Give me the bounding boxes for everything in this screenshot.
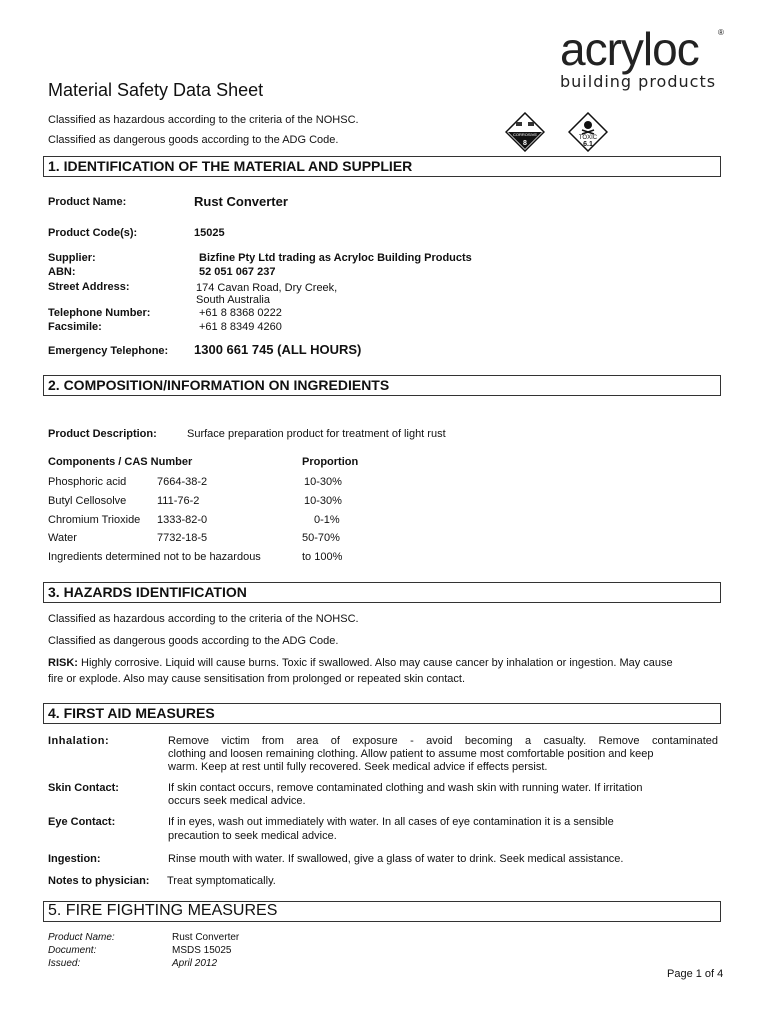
eye-contact-label: Eye Contact: (48, 816, 116, 828)
abn-label: ABN: (48, 266, 76, 278)
footer-issued-label: Issued: (48, 958, 81, 969)
eye-contact-text-line2: precaution to seek medical advice. (168, 830, 337, 842)
skin-contact-text-line1: If skin contact occurs, remove contaminated clothing and wash skin with running water. If irritation (168, 782, 643, 794)
inhalation-text-line1: Remove victim from area of exposure - avoid becoming a casualty. Remove contaminated (168, 735, 718, 747)
risk-label: RISK: (48, 657, 78, 669)
facsimile-value: +61 8 8349 4260 (199, 321, 282, 333)
emergency-telephone-value: 1300 661 745 (ALL HOURS) (194, 342, 362, 357)
logo-wordmark: acryloc (560, 23, 699, 75)
footer-document-value: MSDS 15025 (172, 945, 232, 956)
footer-issued-value: April 2012 (172, 958, 218, 969)
ingredient-name: Chromium Trioxide (48, 514, 141, 526)
risk-statement (48, 657, 718, 670)
logo-tagline: building products (560, 72, 717, 91)
footer-product-name-value: Rust Converter (172, 932, 240, 943)
ingredient-name: Water (48, 532, 77, 544)
ingredient-proportion: 10-30% (304, 495, 342, 507)
svg-text:6.1: 6.1 (583, 141, 593, 148)
notes-to-physician-label: Notes to physician: (48, 875, 150, 887)
ingredient-name: Phosphoric acid (48, 476, 127, 488)
section-3-heading: 3. HAZARDS IDENTIFICATION (43, 582, 721, 603)
page-title: Material Safety Data Sheet (48, 80, 264, 100)
street-address-line1: 174 Cavan Road, Dry Creek, (196, 282, 338, 294)
abn-value: 52 051 067 237 (199, 266, 276, 278)
ingredient-cas: 1333-82-0 (157, 514, 208, 526)
supplier-label: Supplier: (48, 252, 96, 264)
facsimile-label: Facsimile: (48, 321, 102, 333)
telephone-value: +61 8 8368 0222 (199, 307, 282, 319)
section-2-heading: 2. COMPOSITION/INFORMATION ON INGREDIENTS (43, 375, 721, 396)
telephone-label: Telephone Number: (48, 307, 151, 319)
svg-text:CORROSIVE: CORROSIVE (512, 132, 538, 137)
product-name-label: Product Name: (48, 196, 127, 208)
dangerous-goods-line: Classified as dangerous goods according to the ADG Code. (48, 134, 339, 146)
footer-document-label: Document: (48, 945, 97, 956)
ingredient-proportion: 0-1% (314, 514, 340, 526)
notes-to-physician-text: Treat symptomatically. (167, 875, 276, 887)
ingredient-cas: 111-76-2 (157, 495, 200, 507)
ingestion-label: Ingestion: (48, 853, 101, 865)
emergency-telephone-label: Emergency Telephone: (48, 345, 169, 357)
footer-product-name-label: Product Name: (48, 932, 115, 943)
svg-text:TOXIC: TOXIC (578, 135, 598, 141)
ingredient-proportion: 10-30% (304, 476, 342, 488)
page-number: Page 1 of 4 (667, 968, 724, 980)
inhalation-text-line2: clothing and loosen remaining clothing. Allow patient to assume most comfortable position and keep (168, 748, 654, 760)
logo-registered-mark: ® (718, 28, 724, 37)
hazard-classification-line: Classified as hazardous according to the criteria of the NOHSC. (48, 114, 359, 126)
ingredient-cas: 7732-18-5 (157, 532, 208, 544)
skin-contact-text-line2: occurs seek medical advice. (168, 795, 306, 807)
inhalation-text-line3: warm. Keep at rest until fully recovered. Seek medical advice if effects persist. (168, 761, 548, 773)
product-description-label: Product Description: (48, 428, 157, 440)
product-code-label: Product Code(s): (48, 227, 138, 239)
street-address-label: Street Address: (48, 281, 130, 293)
components-header: Components / CAS Number (48, 456, 193, 468)
svg-text:8: 8 (523, 140, 527, 147)
ingredient-name: Ingredients determined not to be hazardous (48, 551, 261, 563)
proportion-header: Proportion (302, 456, 359, 468)
corrosive-placard-icon (505, 112, 545, 152)
ingredient-name: Butyl Cellosolve (48, 495, 127, 507)
street-address-line2: South Australia (196, 294, 270, 306)
supplier-value: Bizfine Pty Ltd trading as Acryloc Building Products (199, 252, 472, 264)
section-5-heading: 5. FIRE FIGHTING MEASURES (43, 901, 721, 922)
risk-text-line2: fire or explode. Also may cause sensitisation from prolonged or repeated skin contact. (48, 673, 466, 685)
ingredient-proportion: 50-70% (302, 532, 340, 544)
risk-text-line1: Highly corrosive. Liquid will cause burns. Toxic if swallowed. Also may cause cancer by inhalation or ingestion. May cause (81, 657, 673, 669)
hazard-line-1: Classified as hazardous according to the criteria of the NOHSC. (48, 613, 359, 625)
ingestion-text: Rinse mouth with water. If swallowed, give a glass of water to drink. Seek medical assistance. (168, 853, 624, 865)
section-4-heading: 4. FIRST AID MEASURES (43, 703, 721, 724)
acryloc-logo (560, 23, 725, 96)
product-code-value: 15025 (194, 227, 225, 239)
product-name-value: Rust Converter (194, 194, 288, 209)
product-description-value: Surface preparation product for treatment of light rust (187, 428, 446, 440)
toxic-placard-icon (568, 112, 608, 152)
eye-contact-text-line1: If in eyes, wash out immediately with water. In all cases of eye contamination it is a sensible (168, 816, 614, 828)
section-1-heading: 1. IDENTIFICATION OF THE MATERIAL AND SUPPLIER (43, 156, 721, 177)
ingredient-proportion: to 100% (302, 551, 343, 563)
hazard-line-2: Classified as dangerous goods according to the ADG Code. (48, 635, 339, 647)
ingredient-cas: 7664-38-2 (157, 476, 208, 488)
inhalation-label: Inhalation: (48, 735, 110, 747)
skin-contact-label: Skin Contact: (48, 782, 119, 794)
